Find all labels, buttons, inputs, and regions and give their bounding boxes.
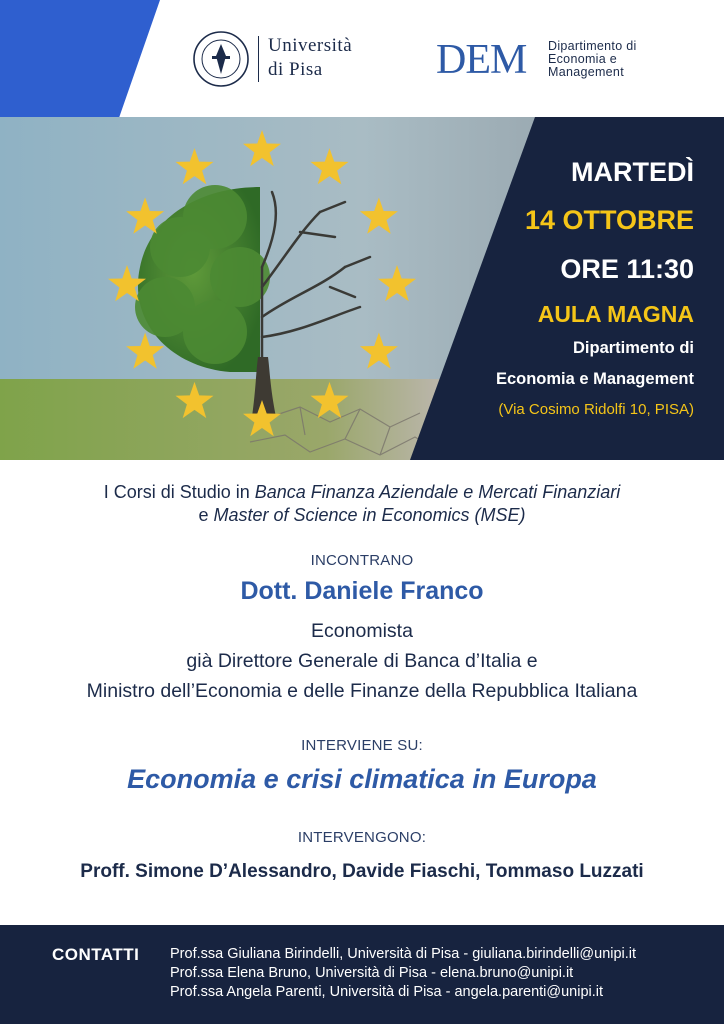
event-time: ORE 11:30 bbox=[560, 254, 694, 284]
intro-prefix: I Corsi di Studio in bbox=[103, 482, 255, 502]
event-details bbox=[0, 117, 724, 460]
dem-logo[interactable] bbox=[436, 38, 676, 86]
talk-topic: Economia e crisi climatica in Europa bbox=[127, 764, 597, 794]
speaker-role-line3: Ministro dell’Economia e delle Finanze della Repubblica Italiana bbox=[86, 680, 638, 702]
dem-line1: Dipartimento di bbox=[548, 39, 637, 53]
unipi-seal-icon bbox=[192, 30, 250, 88]
contacts-footer bbox=[0, 925, 724, 1024]
event-day: MARTEDÌ bbox=[571, 157, 694, 187]
intro-course2: Master of Science in Economics (MSE) bbox=[213, 505, 526, 525]
hero-banner bbox=[0, 117, 724, 460]
speaker-name: Dott. Daniele Franco bbox=[240, 577, 484, 605]
speaker-role-line2: già Direttore Generale di Banca d’Italia e bbox=[186, 650, 538, 672]
event-date: 14 OTTOBRE bbox=[524, 205, 694, 235]
dem-line3: Management bbox=[548, 65, 624, 79]
intro-line1 bbox=[0, 482, 724, 503]
intro-join: e bbox=[198, 505, 214, 525]
interviene-label: INTERVIENE SU: bbox=[301, 737, 423, 754]
unipi-logo[interactable] bbox=[192, 30, 392, 90]
intro-line2 bbox=[0, 505, 724, 526]
contact-line[interactable]: Prof.ssa Elena Bruno, Università di Pisa - elena.bruno@unipi.it bbox=[170, 965, 574, 981]
contacts-label: CONTATTI bbox=[52, 945, 140, 964]
dem-mark: DEM bbox=[436, 37, 527, 83]
panel-speakers: Proff. Simone D’Alessandro, Davide Fiaschi, Tommaso Luzzati bbox=[80, 861, 644, 882]
event-address: (Via Cosimo Ridolfi 10, PISA) bbox=[498, 401, 694, 418]
unipi-wordmark bbox=[268, 34, 352, 82]
intervengono-label: INTERVENGONO: bbox=[297, 829, 427, 846]
contact-line[interactable]: Prof.ssa Angela Parenti, Università di Pisa - angela.parenti@unipi.it bbox=[170, 984, 604, 1000]
event-dept-line2: Economia e Management bbox=[495, 370, 694, 388]
dem-line2: Economia e bbox=[548, 52, 618, 66]
intro-course1: Banca Finanza Aziendale e Mercati Finanziari bbox=[254, 482, 621, 502]
dem-subtitle bbox=[548, 40, 637, 79]
event-dept-line1: Dipartimento di bbox=[572, 339, 694, 357]
unipi-divider bbox=[258, 36, 259, 82]
contact-line[interactable]: Prof.ssa Giuliana Birindelli, Università di Pisa - giuliana.birindelli@unipi.it bbox=[170, 946, 637, 962]
unipi-line1: Università bbox=[268, 35, 353, 56]
incontrano-label: INCONTRANO bbox=[310, 552, 414, 569]
speaker-role-line1: Economista bbox=[311, 620, 413, 642]
unipi-line2: di Pisa bbox=[268, 59, 323, 80]
event-room: AULA MAGNA bbox=[537, 301, 694, 327]
